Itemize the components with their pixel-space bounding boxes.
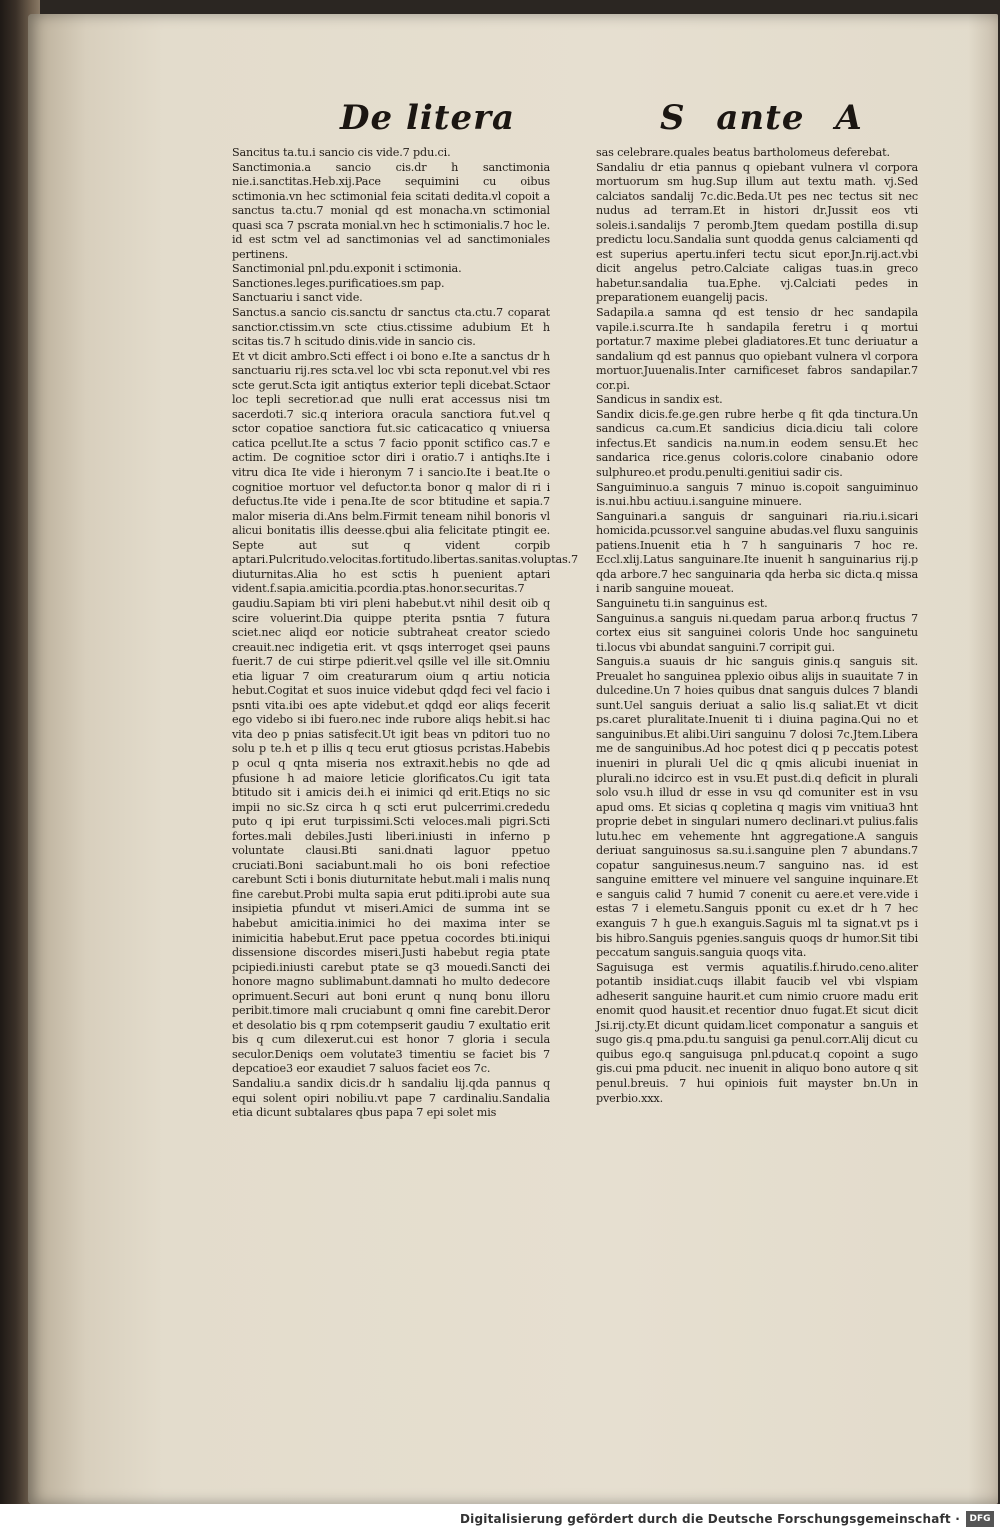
entry-paragraph: Sandaliu.a sandix dicis.dr h sandaliu lij.qda pannus q equi solent opiri nobiliu.vt pape 7 cardinaliu.Sandalia etia dicunt subtalares qbus papa 7 epi solet mis bbox=[232, 1077, 550, 1120]
entry-paragraph: Sancitus ta.tu.i sancio cis vide.7 pdu.ci. bbox=[232, 146, 451, 159]
entry-paragraph: Sanctimonia.a sancio cis.dr h sanctimonia nie.i.sanctitas.Heb.xij.Pace sequimini cu oibus sctimonia.vn hec sctimonial feia scitati dedita.vl copoit a sanctus ta.ctu.7 monial qd est monacha.vn sctimonial quasi sca 7 pscrata monial.vn hec h sctimonialis.7 hoc le. id est sctm vel ad sanctimonias vel ad sanctimoniales pertinens. bbox=[232, 160, 550, 261]
right-text-column bbox=[596, 146, 918, 1106]
entry-paragraph: Sanguinari.a sanguis dr sanguinari ria.riu.i.sicari homicida.pcussor.vel sanguine abudas.vel fluxu sanguinis patiens.Inuenit etia h 7 h sanguinaris 7 hoc re. Eccl.xlij.Latus sanguinare.Ite inuenit h sanguinarius rij.p qda arbore.7 hec sanguinaria qda herba sic dicta.q missa i narib sanguine moueat. bbox=[596, 509, 918, 596]
entry-paragraph: Sandix dicis.fe.ge.gen rubre herbe q fit qda tinctura.Un sandicus ca.cum.Et sandicius dicia.diciu tali colore infectus.Et sandicis na.num.in eodem sensu.Et hec sandarica rice.genus coloris.colore cinabanio odore sulphureo.et produ.penulti.genitiui sadir cis. bbox=[596, 407, 918, 480]
entry-paragraph: Et vt dicit ambro.Scti effect i oi bono e.Ite a sanctus dr h sanctuariu rij.res scta.vel loc vbi scta reponut.vel vbi res scte gerut.Scta igit antiqtus exterior tepli dicebat.Sctaor loc tepli secretior.ad que nulli erat accessus nisi tm sacerdoti.7 sic.q interiora oracula sanctiora fut.vel q sctor copatioe sanctiora fut.sic caticacatico q vniuersa catica pcellut.Ite a sctus 7 facio pponit sctifico cas.7 e actim. De cognitioe sctor diri i oratio.7 i antiqhs.Ite i vitru dica Ite vide i hieronym 7 i sancio.Ite i beat.Ite o cognitioe mortuor vel defuctor.ta bonor q malor di ri i defuctus.Ite vide i pena.Ite de scor btitudine et sapia.7 malor miseria di.Ans belm.Firmit teneam nihil bonoris vl alicui bonitatis illis deesse.qbui alia felicitate ptingit ee. Septe aut sut q vident corpib aptari.Pulcritudo.velocitas.fortitudo.libertas.sanitas.voluptas.7 diuturnitas.Alia ho est sctis h puenient aptari vident.f.sapia.amicitia.pcordia.ptas.honor.securitas.7 gaudiu.Sapiam bti viri pleni habebut.vt nihil desit oib q scire voluerint.Dia quippe pterita psntia 7 futura sciet.nec aliqd eor noticie subtraheat creator sciedo creauit.nec indigetia erit. vt qsqs interroget qsei pauns fuerit.7 de cui stirpe pdierit.vel qsille vel ille sit.Omniu etia liguar 7 oim creaturarum oium q artiu noticia hebut.Cogitat et suos inuice videbut qdqd feci vel facio i psnti vita.ibi oes apte videbut.et qdqd eor aliqs fecerit ego videbo si ibi fuero.nec inde rubore aliqs hebit.si hac vita deo p pnias satisfecit.Ut igit beas vn pditori tuo no solu p te.h et p illis q tecu erut gtiosus pcristas.Habebis p ocul q qnta miseria nos extraxit.hebis no qde ad pfusione h ad maiore leticie glorificatos.Cu igit tata btitudo sit i amicis dei.h ei inimici qd erit.Etiqs no sic impii no sic.Sz circa h q scti erut pulcerrimi.crededu puto q ipi erut turpissimi.Scti veloces.mali pigri.Scti fortes.mali debiles.Justi liberi.iniusti in inferno p voluntate clausi.Bti sani.dnati laguor ppetuo cruciati.Boni saciabunt.mali ho ois boni refectioe carebunt Scti i bonis diuturnitate hebut.mali i malis nunq fine carebut.Probi multa sapia erut pditi.iprobi aute sua insipietia pfundut vt miseri.Amici de summa int se habebut amicitia.inimici ho dei maxima inter se inimicitia habebut.Erut pace ppetua cocordes bti.iniqui dissensione discordes miseri.Justi habebut regia ptate pcipiedi.iniusti carebut ptate se q3 mouedi.Sancti dei honore magno sublimabunt.damnati ho multo dedecore oprimuent.Securi aut boni erunt q nunq bonu illoru peribit.timore mali cruciabunt q omni fine carebit.Deror et desolatio bis q rpm cotempserit gaudiu 7 exultatio erit bis q cum dilexerut.cui est honor 7 gloria i secula seculor.Deniqs oem volutate3 timentiu se faciet bis 7 depcatioe3 eor exaudiet 7 saluos faciet eos 7c. bbox=[232, 349, 578, 1076]
entry-paragraph: Sandicus in sandix est. bbox=[596, 393, 723, 407]
entry-paragraph: sas celebrare.quales beatus bartholomeus deferebat. bbox=[596, 146, 890, 159]
running-header-right: S ante A bbox=[660, 98, 863, 138]
footer-credit-text: Digitalisierung gefördert durch die Deutsche Forschungsgemeinschaft · bbox=[460, 1512, 960, 1526]
entry-paragraph: Sandaliu dr etia pannus q opiebant vulnera vl corpora mortuorum sm hug.Sup illum aut textu math. vj.Sed calciatos sandalij 7c.dic.Beda.Ut pes nec tectus sit nec nudus ad terram.Et in histori dr.Jussit eos vti soleis.i.sandalijs 7 peromb.Jtem quedam postilla di.sup predictu locu.Sandalia sunt quodda genus calciamenti qd est superius apertu.inferi tectu sicut epor.Jn.rij.act.vbi dicit angelus petro.Calciate caligas tuas.in greco habetur.sandalia tua.Ephe. vj.Calciati pedes in preparationem euangelij pacis. bbox=[596, 160, 918, 305]
entry-paragraph: Sanctuariu i sanct vide. bbox=[232, 291, 363, 305]
entry-paragraph: Sanguiminuo.a sanguis 7 minuo is.copoit sanguiminuo is.nui.hbu actiuu.i.sanguine minuere. bbox=[596, 480, 918, 509]
entry-paragraph: Sanctimonial pnl.pdu.exponit i sctimonia. bbox=[232, 262, 462, 276]
digitization-footer bbox=[0, 1504, 1000, 1534]
entry-paragraph: Sanguis.a suauis dr hic sanguis ginis.q sanguis sit. Preualet ho sanguinea pplexio oibus alijs in suauitate 7 in dulcedine.Un 7 hoies quibus dnat sanguis dulces 7 blandi sunt.Uel sanguis deriuat a salio lis.q saliat.Et vt dicit ps.caret pluralitate.Inuenit ti i diuina pagina.Qui no et sanguinibus.Et alibi.Uiri sanguinu 7 dolosi 7c.Jtem.Libera me de sanguinibus.Ad hoc potest dici q p peccatis potest inueniri in plurali Uel dic q qmis alicubi inueniat in plurali.no idcirco est in vsu.Et pust.di.q deficit in plurali solo vsu.h illud dr esse in vsu qd comuniter est in vsu apud oms. Et sicias q copletina q magis vim vnitiua3 hnt proprie debet in singulari numero declinari.vt pulius.falis lutu.hec em vehemente hnt aggregatione.A sanguis deriuat sanguinosus sa.su.i.sanguine plen 7 abundans.7 copatur sanguinesus.neum.7 sanguino nas. id est sanguine emittere vel minuere vel sanguine inquinare.Et e sanguis calid 7 humid 7 conenit cu aere.et vere.vide i estas 7 i elemetu.Sanguis pponit cu ex.et dr h 7 hec exanguis 7 h gue.h exanguis.Saguis ml ta signat.vt ps i bis hibro.Sanguis pgenies.sanguis quoqs dr humor.Sit tibi peccatum sanguis.sanguia quoqs vita. bbox=[596, 655, 918, 960]
entry-paragraph: Sadapila.a samna qd est tensio dr hec sandapila vapile.i.scurra.Ite h sandapila feretru i q mortui portatur.7 maxime plebei gladiatores.Et tunc deriuatur a sandalium qd est pannus quo opiebant vulnera vl corpora mortuor.Juuenalis.Inter carnificeset fabros sandapilar.7 cor.pi. bbox=[596, 306, 918, 392]
entry-paragraph: Sanctus.a sancio cis.sanctu dr sanctus cta.ctu.7 coparat sanctior.ctissim.vn scte ctius.ctissime adubium Et h scitas tis.7 h scitudo dinis.vide in sancio cis. bbox=[232, 306, 550, 349]
left-text-column bbox=[232, 146, 578, 1121]
entry-paragraph: Sanguinus.a sanguis ni.quedam parua arbor.q fructus 7 cortex eius sit sanguinei coloris Unde hoc sanguinetu ti.locus vbi abundat sanguini.7 corripit gui. bbox=[596, 611, 918, 654]
running-header-left: De litera bbox=[340, 98, 516, 138]
entry-paragraph: Sanctiones.leges.purificatioes.sm pap. bbox=[232, 276, 445, 290]
dfg-logo-icon: DFG bbox=[966, 1511, 994, 1527]
entry-paragraph: Saguisuga est vermis aquatilis.f.hirudo.ceno.aliter potantib insidiat.cuqs illabit faucib vel vbi vlspiam adheserit sanguine haurit.et cum nimio cruore madu erit enomit quod hausit.et recentior dnuo fugat.Et sicut dicit Jsi.rij.cty.Et dicunt quidam.licet componatur a sanguis et sugo gis.q pma.pdu.tu sanguisi ga penul.corr.Alij dicut cu quibus ego.q sanguisuga pnl.pducat.q copoint a sugo gis.cui pma pducit. nec inuenit in aliquo bono autore q sit penul.breuis. 7 hui opiniois fuit mayster bn.Un in pverbio.xxx. bbox=[596, 960, 918, 1105]
entry-paragraph: Sanguinetu ti.in sanguinus est. bbox=[596, 596, 768, 610]
